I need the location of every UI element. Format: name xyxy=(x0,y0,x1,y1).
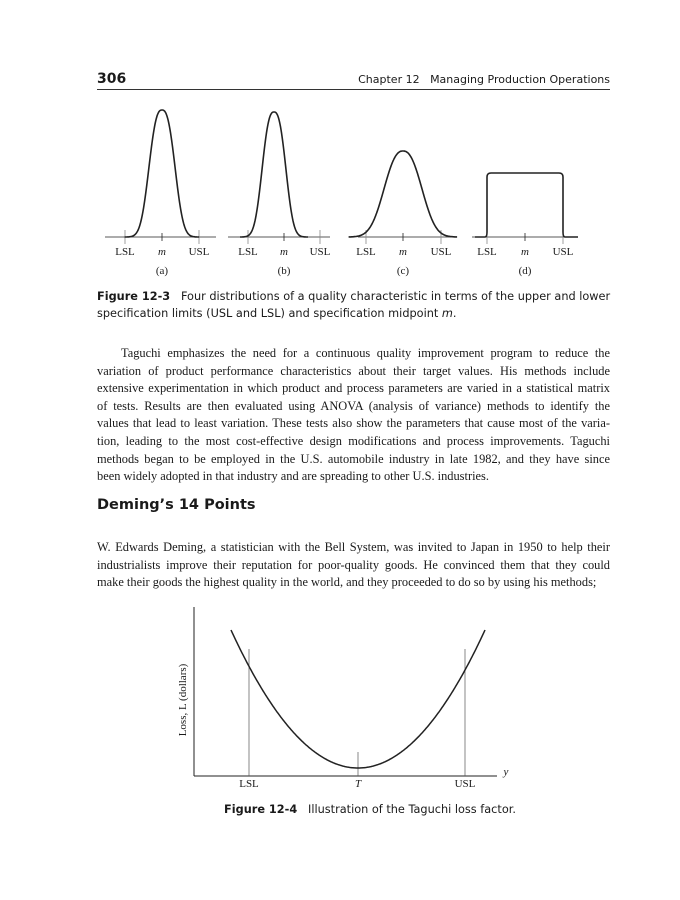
page-number: 306 xyxy=(97,71,127,87)
caption-text-2: specification limits (USL and LSL) and specification midpoint xyxy=(97,307,442,320)
midpoint-label: m xyxy=(399,246,407,258)
text-line: tion, leading to the most cost-effective design modifications and process improvements. Taguchi xyxy=(97,434,610,448)
text-line: industrialists improve their reputation for poor-quality goods. He convinced them that they could xyxy=(97,557,610,572)
caption-m: m xyxy=(441,307,453,320)
running-header: Chapter 12 Managing Production Operations xyxy=(358,73,610,86)
text-line: W. Edwards Deming, a statistician with the Bell System, was invited to Japan in 1950 to help their xyxy=(97,540,610,554)
caption-text: Four distributions of a quality characteristic in terms of the upper and lower xyxy=(180,290,611,303)
lsl-label: LSL xyxy=(115,246,135,258)
text-line: been widely adopted in that industry and are spreading to other U.S. industries. xyxy=(97,469,489,484)
panel-label: (b) xyxy=(277,265,291,277)
caption-period: . xyxy=(452,307,457,320)
tick-usl: USL xyxy=(454,778,476,790)
midpoint-label: m xyxy=(158,246,166,258)
text-line: variation of product performance characteristics about their target values. His methods include xyxy=(97,363,610,378)
text-line: values that lead to least variation. These tests also show the parameters that cause most of the varia- xyxy=(97,416,610,431)
figure-12-3-graphics xyxy=(105,110,578,244)
caption-label: Figure 12-4 xyxy=(224,803,298,816)
lsl-label: LSL xyxy=(477,246,497,258)
caption-label: Figure 12-3 xyxy=(97,290,171,303)
x-axis-label: y xyxy=(503,766,509,778)
text-line: extensive experimentation in which product and process parameters are varied in a statistical matrix xyxy=(97,381,610,396)
distribution-curve xyxy=(240,112,308,237)
text-line: Taguchi emphasizes the need for a continuous quality improvement program to reduce the xyxy=(121,346,610,360)
panel-label: (c) xyxy=(396,265,410,277)
y-axis-label: Loss, L (dollars) xyxy=(177,663,189,737)
loss-curve xyxy=(231,630,485,768)
panel-label: (a) xyxy=(155,265,169,277)
distribution-curve xyxy=(125,110,200,237)
usl-label: USL xyxy=(188,246,210,258)
text-line: of tests. Results are then evaluated using ANOVA (analysis of variance) methods to identify the xyxy=(97,398,610,413)
panel-label: (d) xyxy=(518,265,532,277)
usl-label: USL xyxy=(552,246,574,258)
distribution-curve xyxy=(475,173,578,237)
figure-12-4-graphics xyxy=(194,607,497,776)
section-heading: Deming’s 14 Points xyxy=(97,497,256,513)
tick-t: T xyxy=(354,778,362,790)
caption-text: Illustration of the Taguchi loss factor. xyxy=(307,803,516,816)
figure-12-3-caption xyxy=(97,288,617,322)
midpoint-label: m xyxy=(280,246,288,258)
usl-label: USL xyxy=(430,246,452,258)
lsl-label: LSL xyxy=(356,246,376,258)
tick-lsl: LSL xyxy=(239,778,259,790)
lsl-label: LSL xyxy=(238,246,258,258)
usl-label: USL xyxy=(309,246,331,258)
midpoint-label: m xyxy=(521,246,529,258)
figure-12-4-caption xyxy=(0,803,680,816)
text-line: methods began to be employed in the U.S. automobile industry in late 1982, and they have since xyxy=(97,451,610,466)
text-line: make their goods the highest quality in the world, and they proceeded to do so by using his methods; xyxy=(97,575,597,590)
distribution-curve xyxy=(349,151,458,237)
